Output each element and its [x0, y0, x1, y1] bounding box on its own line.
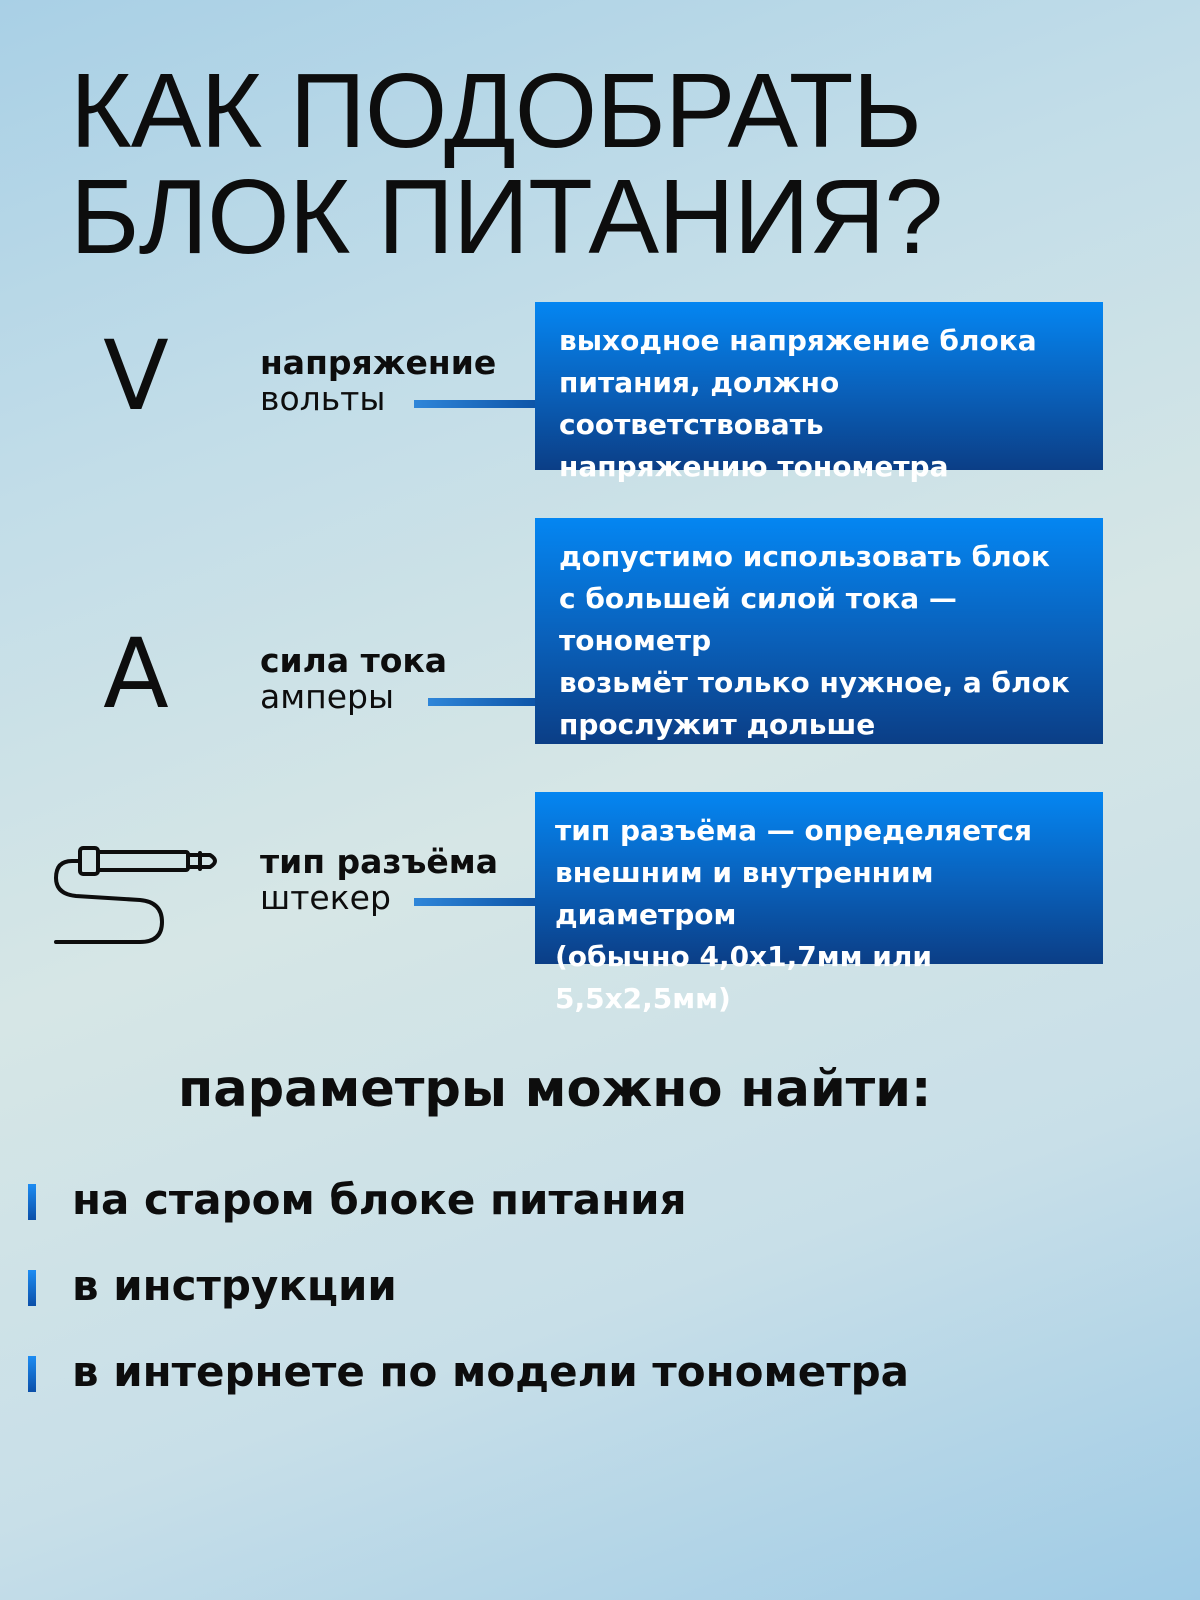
voltage-description-box: [535, 302, 1103, 483]
current-symbol: A: [103, 618, 169, 730]
connector-type-label-main: тип разъёма: [260, 842, 499, 881]
voltage-description-line: напряжению тонометра: [559, 450, 949, 483]
where-to-find-heading: параметры можно найти:: [178, 1060, 932, 1119]
voltage-connector-line: [414, 400, 536, 408]
voltage-description-line: выходное напряжение блока: [559, 324, 1037, 357]
bullet-marker-icon: [28, 1184, 36, 1220]
connector-type-description-line: тип разъёма — определяется: [555, 814, 1032, 847]
connector-type-connector-line: [414, 898, 536, 906]
current-label-unit: амперы: [260, 677, 394, 716]
connector-type-label-unit: штекер: [260, 878, 391, 917]
current-connector-line: [428, 698, 536, 706]
current-description-line: прослужит дольше: [559, 708, 876, 741]
connector-type-description-box: [535, 792, 1103, 1015]
list-item-text: в инструкции: [72, 1261, 397, 1310]
list-item-text: на старом блоке питания: [72, 1175, 687, 1224]
bullet-marker-icon: [28, 1270, 36, 1306]
current-description-line: с большей силой тока — тонометр: [559, 582, 957, 657]
list-item-text: в интернете по модели тонометра: [72, 1347, 910, 1396]
page-title: [70, 52, 943, 276]
voltage-label-unit: вольты: [260, 379, 386, 418]
voltage-label-main: напряжение: [260, 343, 497, 382]
voltage-description-line: питания, должно соответствовать: [559, 366, 840, 441]
page-title-line-2: БЛОК ПИТАНИЯ?: [70, 158, 943, 276]
voltage-symbol: V: [103, 320, 169, 432]
audio-plug-cable-icon: [50, 840, 230, 950]
bullet-marker-icon: [28, 1356, 36, 1392]
current-description-line: возьмёт только нужное, а блок: [559, 666, 1070, 699]
connector-type-description-line: (обычно 4,0x1,7мм или 5,5x2,5мм): [555, 940, 932, 1015]
current-description-line: допустимо использовать блок: [559, 540, 1050, 573]
current-label-main: сила тока: [260, 641, 448, 680]
current-label: [260, 643, 447, 715]
current-description-box: [535, 518, 1103, 744]
page-title-line-1: КАК ПОДОБРАТЬ: [70, 52, 922, 170]
connector-type-description-line: внешним и внутренним диаметром: [555, 856, 934, 931]
